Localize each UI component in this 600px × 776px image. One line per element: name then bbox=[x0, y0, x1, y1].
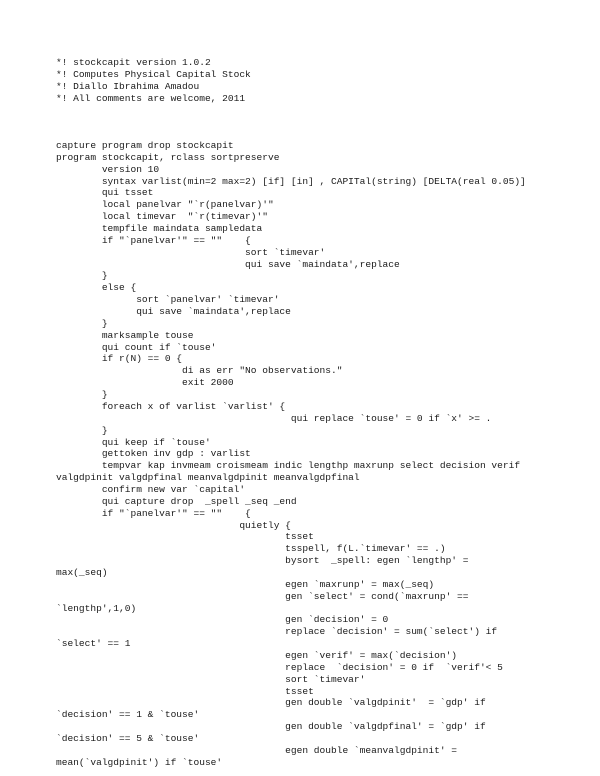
code-line: gen double `valgdpfinal' = `gdp' if bbox=[56, 721, 486, 733]
code-line: qui capture drop _spell _seq _end bbox=[56, 495, 297, 507]
code-line: tsset bbox=[56, 685, 314, 697]
code-line: replace `decision' = 0 if `verif'< 5 bbox=[56, 661, 503, 673]
code-line: capture program drop stockcapit bbox=[56, 140, 234, 152]
code-line bbox=[56, 104, 526, 116]
code-line: egen double `meanvalgdpinit' = bbox=[56, 744, 458, 756]
code-line: } bbox=[56, 270, 108, 282]
code-line: qui replace `touse' = 0 if `x' >= . bbox=[56, 412, 492, 424]
code-line: `lengthp',1,0) bbox=[56, 602, 137, 614]
code-line: sort `panelvar' `timevar' bbox=[56, 294, 280, 306]
code-line: quietly { bbox=[56, 519, 291, 531]
code-line: *! Diallo Ibrahima Amadou bbox=[56, 80, 200, 92]
code-line: gen `decision' = 0 bbox=[56, 614, 389, 626]
code-line: } bbox=[56, 317, 108, 329]
code-line: exit 2000 bbox=[56, 377, 234, 389]
code-line: gen double `valgdpinit' = `gdp' if bbox=[56, 697, 486, 709]
code-line: tsset bbox=[56, 531, 314, 543]
code-line: if "`panelvar'" == "" { bbox=[56, 234, 251, 246]
code-line: qui save `maindata',replace bbox=[56, 306, 291, 318]
code-line: qui count if `touse' bbox=[56, 341, 217, 353]
code-line: gettoken inv gdp : varlist bbox=[56, 448, 251, 460]
code-line: *! stockcapit version 1.0.2 bbox=[56, 57, 211, 68]
code-line: max(_seq) bbox=[56, 566, 108, 578]
code-line: confirm new var `capital' bbox=[56, 483, 246, 495]
code-line: syntax varlist(min=2 max=2) [if] [in] , CAPITal(string) [DELTA(real 0.05)] bbox=[56, 175, 526, 187]
code-line: `decision' == 5 & `touse' bbox=[56, 732, 200, 744]
code-line: program stockcapit, rclass sortpreserve bbox=[56, 151, 280, 163]
code-line: qui save `maindata',replace bbox=[56, 258, 400, 270]
code-line: `select' == 1 bbox=[56, 638, 131, 650]
code-line: `decision' == 1 & `touse' bbox=[56, 709, 200, 721]
code-line: valgdpinit valgdpfinal meanvalgdpinit meanvalgdpfinal bbox=[56, 472, 360, 484]
code-line: marksample touse bbox=[56, 329, 194, 341]
code-line: replace `decision' = sum(`select') if bbox=[56, 626, 498, 638]
code-line: sort `timevar' bbox=[56, 673, 366, 685]
code-line: sort `timevar' bbox=[56, 246, 326, 258]
code-line: mean(`valgdpinit') if `touse' bbox=[56, 756, 223, 768]
code-line: egen `maxrunp' = max(_seq) bbox=[56, 578, 435, 590]
code-line: bysort _spell: egen `lengthp' = bbox=[56, 555, 469, 567]
code-line: di as err "No observations." bbox=[56, 365, 343, 377]
code-line: version 10 bbox=[56, 163, 160, 175]
code-line: gen `select' = cond(`maxrunp' == bbox=[56, 590, 469, 602]
code-line: qui keep if `touse' bbox=[56, 436, 211, 448]
code-line: else { bbox=[56, 282, 137, 294]
code-line: } bbox=[56, 424, 108, 436]
code-line: foreach x of varlist `varlist' { bbox=[56, 400, 286, 412]
code-line: tempfile maindata sampledata bbox=[56, 223, 263, 235]
code-line: *! Computes Physical Capital Stock bbox=[56, 68, 251, 80]
code-line: local panelvar "`r(panelvar)'" bbox=[56, 199, 274, 211]
code-line: qui tsset bbox=[56, 187, 154, 199]
code-line: *! All comments are welcome, 2011 bbox=[56, 92, 246, 104]
code-line: } bbox=[56, 389, 108, 401]
code-line bbox=[56, 116, 526, 128]
code-line: if r(N) == 0 { bbox=[56, 353, 183, 365]
code-line: local timevar "`r(timevar)'" bbox=[56, 211, 268, 223]
code-line: egen `verif' = max(`decision') bbox=[56, 649, 458, 661]
code-line: tsspell, f(L.`timevar' == .) bbox=[56, 543, 446, 555]
code-line bbox=[56, 128, 526, 140]
code-line: if "`panelvar'" == "" { bbox=[56, 507, 251, 519]
code-listing bbox=[56, 57, 526, 769]
code-line: tempvar kap invmeam croismeam indic lengthp maxrunp select decision verif bbox=[56, 460, 521, 472]
